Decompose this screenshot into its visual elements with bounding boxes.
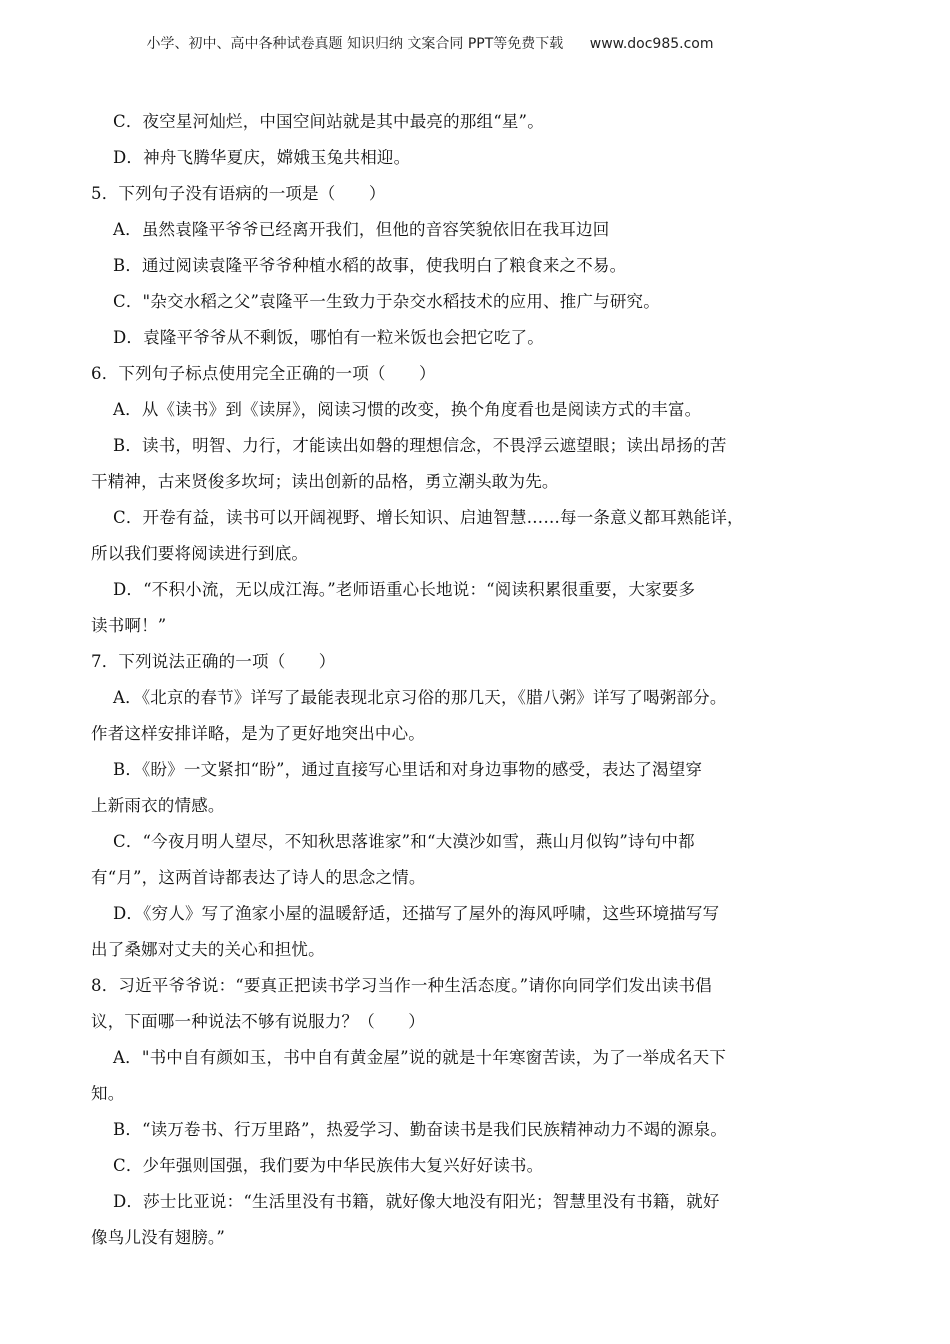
option-line: D．神舟飞腾华夏庆，嫦娥玉兔共相迎。: [113, 148, 411, 167]
continuation-line: 所以我们要将阅读进行到底。: [91, 544, 309, 563]
continuation-line: 上新雨衣的情感。: [91, 796, 225, 815]
continuation-line: 作者这样安排详略，是为了更好地突出中心。: [91, 724, 425, 743]
option-line: A．虽然袁隆平爷爷已经离开我们，但他的音容笑貌依旧在我耳边回: [113, 220, 610, 239]
option-line: D．莎士比亚说：“生活里没有书籍，就好像大地没有阳光；智慧里没有书籍，就好: [113, 1192, 720, 1211]
continuation-line: 像鸟儿没有翅膀。”: [91, 1228, 225, 1247]
continuation-line: 读书啊！”: [91, 616, 167, 635]
option-line: A．"书中自有颜如玉，书中自有黄金屋”说的就是十年寒窗苦读，为了一举成名天下: [113, 1048, 727, 1067]
question-line: 5．下列句子没有语病的一项是（ ）: [91, 184, 386, 203]
page-header: [0, 33, 860, 53]
option-line: B．《盼》一文紧扣“盼”，通过直接写心里话和对身边事物的感受，表达了渴望穿: [113, 760, 703, 779]
continuation-line: 议，下面哪一种说法不够有说服力？（ ）: [91, 1012, 425, 1031]
option-line: C．"杂交水稻之父”袁隆平一生致力于杂交水稻技术的应用、推广与研究。: [113, 292, 660, 311]
option-line: D．“不积小流，无以成江海。”老师语重心长地说：“阅读积累很重要，大家要多: [113, 580, 696, 599]
option-line: B．“读万卷书、行万里路”，热爱学习、勤奋读书是我们民族精神动力不竭的源泉。: [113, 1120, 728, 1139]
option-line: B．读书，明智、力行，才能读出如磐的理想信念，不畏浮云遮望眼；读出昂扬的苦: [113, 436, 727, 455]
option-line: D．《穷人》写了渔家小屋的温暖舒适，还描写了屋外的海风呼啸，这些环境描写写: [113, 904, 720, 923]
header-text: 小学、初中、高中各种试卷真题 知识归纳 文案合同 PPT等免费下载: [146, 36, 564, 52]
option-line: B．通过阅读袁隆平爷爷种植水稻的故事，使我明白了粮食来之不易。: [113, 256, 627, 275]
option-line: A．《北京的春节》详写了最能表现北京习俗的那几天，《腊八粥》详写了喝粥部分。: [113, 688, 727, 707]
question-line: 6．下列句子标点使用完全正确的一项（ ）: [91, 364, 436, 383]
option-line: C．开卷有益，读书可以开阔视野、增长知识、启迪智慧……每一条意义都耳熟能详，: [113, 508, 744, 527]
continuation-line: 出了桑娜对丈夫的关心和担忧。: [91, 940, 325, 959]
header-url[interactable]: www.doc985.com: [589, 36, 714, 52]
exam-content: [91, 104, 771, 1256]
continuation-line: 干精神，古来贤俊多坎坷；读出创新的品格，勇立潮头敢为先。: [91, 472, 559, 491]
option-line: C．“今夜月明人望尽，不知秋思落谁家”和“大漠沙如雪，燕山月似钩”诗句中都: [113, 832, 695, 851]
continuation-line: 有“月”，这两首诗都表达了诗人的思念之情。: [91, 868, 426, 887]
option-line: C．夜空星河灿烂，中国空间站就是其中最亮的那组“星”。: [113, 112, 544, 131]
option-line: D．袁隆平爷爷从不剩饭，哪怕有一粒米饭也会把它吃了。: [113, 328, 544, 347]
continuation-line: 知。: [91, 1084, 125, 1103]
option-line: C．少年强则国强，我们要为中华民族伟大复兴好好读书。: [113, 1156, 544, 1175]
option-line: A．从《读书》到《读屏》，阅读习惯的改变，换个角度看也是阅读方式的丰富。: [113, 400, 702, 419]
question-line: 8．习近平爷爷说：“要真正把读书学习当作一种生活态度。”请你向同学们发出读书倡: [91, 976, 712, 995]
question-line: 7．下列说法正确的一项（ ）: [91, 652, 336, 671]
